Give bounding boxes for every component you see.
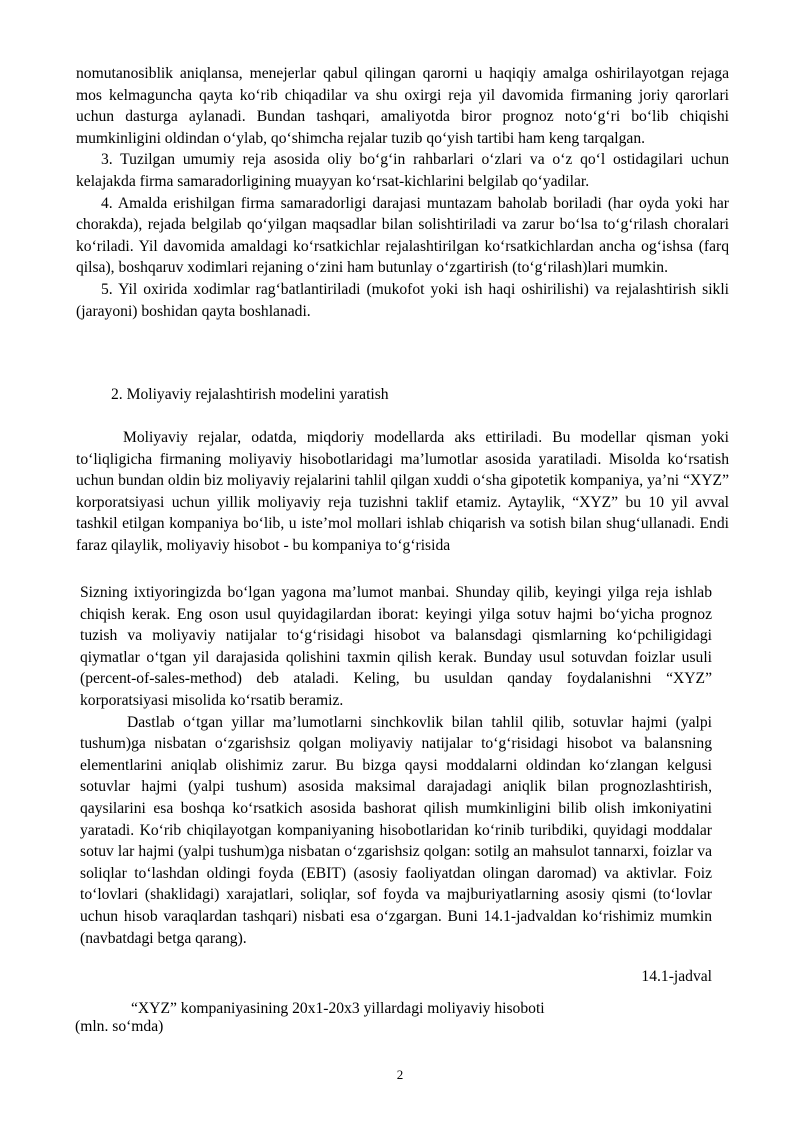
table-unit: (mln. soʻmda) <box>75 1018 164 1035</box>
paragraph-financial-models: Moliyaviy rejalar, odatda, miqdoriy modellarda aks ettiriladi. Bu modellar qisman yoki toʻliqligicha firmaning moliyaviy hisobotlaridagi maʼlumotlar asosida yaratiladi. Misolda koʻrsatish uchun bundan oldin biz moliyaviy rejalarini tahlil qilgan xuddi oʻsha gipotetik kompaniya, yaʼni “XYZ” korporatsiyasi uchun yillik moliyaviy reja tuzishni taklif etamiz. Aytaylik, “XYZ” bu 10 yil avval tashkil etilgan kompaniya boʻlib, u isteʼmol mollari ishlab chiqarish va sotish bilan shugʻullanadi. Endi faraz qilaylik, moliyaviy hisobot - bu kompaniya toʻgʻrisida <box>76 429 729 554</box>
text-block-top <box>76 63 729 322</box>
paragraph-analysis: Dastlab oʻtgan yillar maʼlumotlarni sinchkovlik bilan tahlil qilib, sotuvlar hajmi (yalpi tushum)ga nisbatan oʻzgarishsiz qolgan moliyaviy natijalar toʻgʻrisidagi hisobot va balansning elementlarini aniqlab olishimiz zarur. Bu bizga qaysi moddalarni oldindan koʻzlangan kelgusi sotuvlar hajmi (yalpi tushum) asosida maksimal darajadagi aniqlik bilan prognozlashtirish, qaysilarini esa boshqa koʻrsatkich asosida bashorat qilish mumkinligini bilib olish imkoniyatini yaratadi. Koʻrib chiqilayotgan kompaniyaning hisobotlaridan koʻrinib turibdiki, quyidagi moddalar sotuv lar hajmi (yalpi tushum)ga nisbatan oʻzgarishsiz qolgan: sotilg an mahsulot tannarxi, foizlar va soliqlar toʻlashdan oldingi foyda (EBIT) (asosiy faoliyatdan olingan daromad) va aktivlar. Foiz toʻlovlari (shaklidagi) xarajatlari, soliqlar, sof foyda va majburiyatlarning asosiy qismi (toʻlovlar uchun hisob varaqlardan tashqari) nisbati esa oʻzgargan. Buni 14.1-jadvaldan koʻrishimiz mumkin (navbatdagi betga qarang). <box>80 713 712 947</box>
paragraph-item-5: 5. Yil oxirida xodimlar ragʻbatlantiriladi (mukofot yoki ish haqi oshirilishi) va rejalashtirish sikli (jarayoni) boshidan qayta boshlanadi. <box>76 280 729 320</box>
text-block-middle <box>76 427 729 557</box>
paragraph-item-3: 3. Tuzilgan umumiy reja asosida oliy boʻgʻin rahbarlari oʻzlari va oʻz qoʻl ostidagilari uchun kelajakda firma samaradorligining muayyan koʻrsat-kichlarini belgilab qoʻyadilar. <box>76 151 729 190</box>
page-number: 2 <box>396 1067 404 1082</box>
table-number: 14.1-jadval <box>641 968 712 985</box>
text-block-bottom <box>80 582 712 949</box>
table-caption: “XYZ” kompaniyasining 20x1-20x3 yillardagi moliyaviy hisoboti <box>131 1000 545 1017</box>
section-heading: 2. Moliyaviy rejalashtirish modelini yaratish <box>111 386 389 403</box>
paragraph-item-4: 4. Amalda erishilgan firma samaradorligi darajasi muntazam baholab boriladi (har oyda yoki har chorakda), rejada belgilab qoʻyilgan maqsadlar bilan solishtiriladi va zarur boʻlsa toʻgʻrilash choralari koʻriladi. Yil davomida amaldagi koʻrsatkichlar rejalashtirilgan koʻrsatkichlardan ancha ogʻishsa (farq qilsa), boshqaruv xodimlari rejaning oʻzini ham butunlay oʻzgartirish (toʻgʻrilash)lari mumkin. <box>76 194 729 277</box>
paragraph-info-source: Sizning ixtiyoringizda boʻlgan yagona maʼlumot manbai. Shunday qilib, keyingi yilga reja ishlab chiqish kerak. Eng oson usul quyidagilardan iborat: keyingi yilga sotuv hajmi boʻyicha prognoz tuzish va moliyaviy natijalar toʻgʻrisidagi hisobot va balansdagi qismlarning koʻpchiligidagi qiymatlar oʻtgan yil darajasida qolishini taxmin qilish kerak. Bunday usul sotuvdan foizlar usuli (percent-of-sales-method) deb ataladi. Keling, bu usuldan qanday foydalanishni “XYZ” korporatsiyasi misolida koʻrsatib beramiz. <box>80 584 712 709</box>
paragraph-continuation: nomutanosiblik aniqlansa, menejerlar qabul qilingan qarorni u haqiqiy amalga oshirilayotgan rejaga mos kelmaguncha qayta koʻrib chiqadilar va shu oxirgi reja yil davomida firmaning joriy qarorlari uchun dasturga aylanadi. Bundan tashqari, amaliyotda biror prognoz notoʻgʻri boʻlib chiqishi mumkinligini oldindan oʻylab, qoʻshimcha rejalar tuzib qoʻyish tartibi ham keng tarqalgan. <box>76 65 729 147</box>
